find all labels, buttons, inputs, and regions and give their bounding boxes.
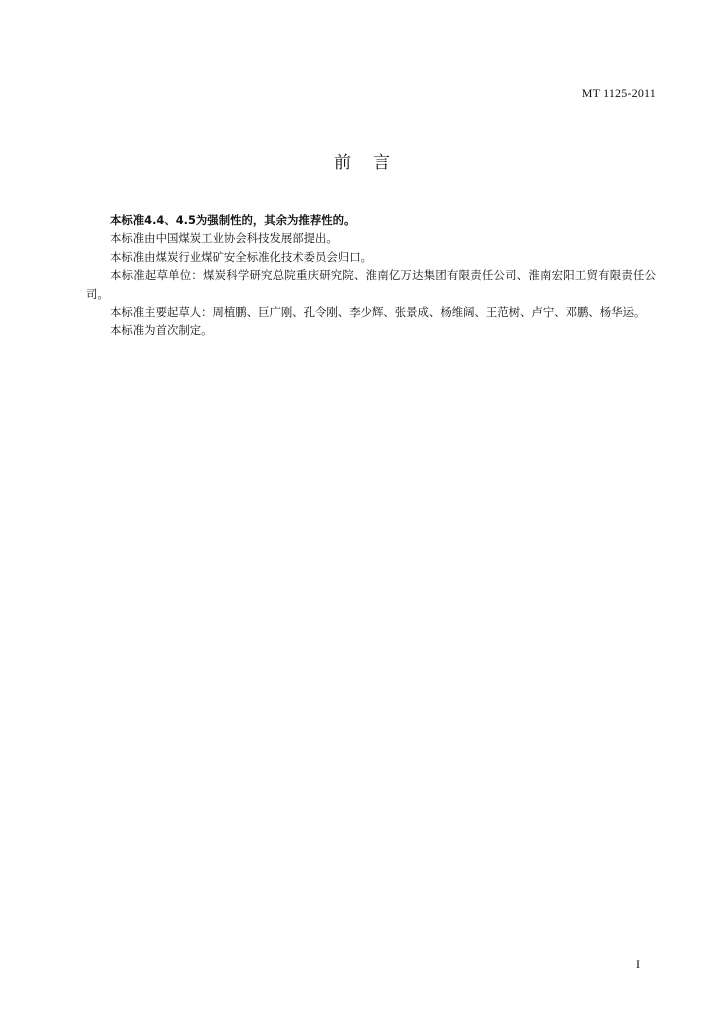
paragraph-mandatory-clauses: 本标准4.4、4.5为强制性的，其余为推荐性的。 bbox=[110, 213, 356, 227]
preface-body bbox=[86, 211, 656, 340]
paragraph-first-edition: 本标准为首次制定。 bbox=[110, 323, 213, 338]
page-number: I bbox=[636, 957, 640, 971]
paragraph-main-drafters: 本标准主要起草人：周植鹏、巨广刚、孔令刚、李少辉、张景成、杨维阔、王范树、卢宁、邓鹏、杨华运。 bbox=[110, 305, 646, 320]
paragraph-drafting-organizations: 本标准起草单位：煤炭科学研究总院重庆研究院、淮南亿万达集团有限责任公司、淮南宏阳工贸有限责任公司。 bbox=[86, 268, 656, 301]
standard-number: MT 1125-2011 bbox=[581, 86, 656, 100]
paragraph-administered-by: 本标准由煤炭行业煤矿安全标准化技术委员会归口。 bbox=[110, 249, 372, 264]
page-title: 前言 bbox=[334, 153, 412, 173]
paragraph-proposed-by: 本标准由中国煤炭工业协会科技发展部提出。 bbox=[110, 231, 338, 246]
